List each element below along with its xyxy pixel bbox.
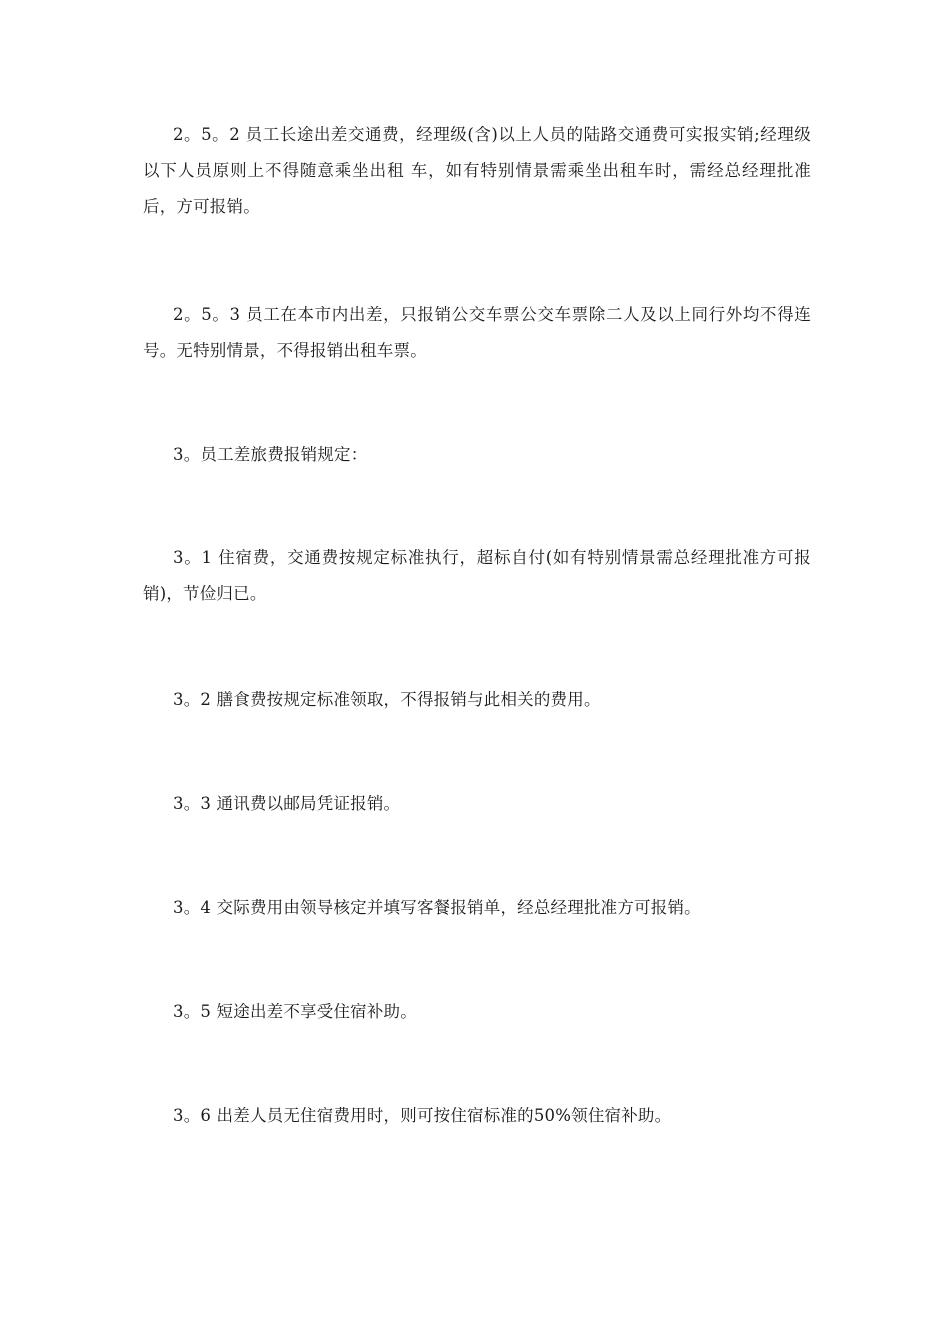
section-heading-3: 3。员工差旅费报销规定： bbox=[173, 445, 368, 464]
paragraph-3-1: 3。1 住宿费，交通费按规定标准执行，超标自付(如有特别情景需总经理批准方可报销)，节俭归已。 bbox=[143, 548, 811, 603]
paragraph-2-5-2: 2。5。2 员工长途出差交通费，经理级(含)以上人员的陆路交通费可实报实销;经理级以下人员原则上不得随意乘坐出租 车，如有特别情景需乘坐出租车时，需经总经理批准后，方可报销。 bbox=[143, 125, 811, 216]
paragraph-3-3: 3。3 通讯费以邮局凭证报销。 bbox=[173, 794, 401, 813]
paragraph-3-6: 3。6 出差人员无住宿费用时，则可按住宿标准的50%领住宿补助。 bbox=[173, 1106, 672, 1125]
paragraph-3-4: 3。4 交际费用由领导核定并填写客餐报销单，经总经理批准方可报销。 bbox=[173, 898, 701, 917]
paragraph-3-5: 3。5 短途出差不享受住宿补助。 bbox=[173, 1002, 417, 1021]
paragraph-3-2: 3。2 膳食费按规定标准领取，不得报销与此相关的费用。 bbox=[173, 690, 601, 709]
paragraph-2-5-3: 2。5。3 员工在本市内出差，只报销公交车票公交车票除二人及以上同行外均不得连号。无特别情景，不得报销出租车票。 bbox=[143, 305, 811, 360]
